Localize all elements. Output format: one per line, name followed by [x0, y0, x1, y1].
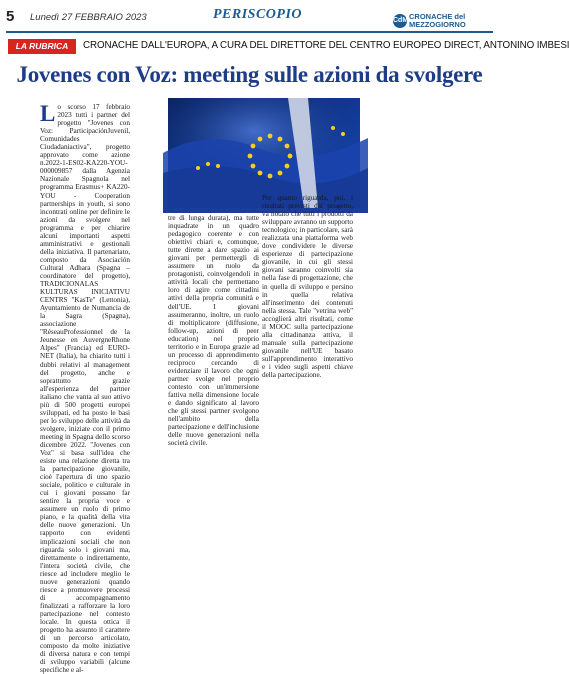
article-text-2: tre di lunga durata), ma tutte inquadrate in un quadro pedagogico coerente e con obiettivi chiari e, comunque, tutte dirette a dare spazio ai giovani per permettergli di assumere un ruolo da protagonisti, coinvolgendoli in attività locali che permettano loro di agire come cittadini attivi della propria comunità e dell'UE. I giovani assumeranno, inoltre, un ruolo di moltiplicatore (diffusione, follow-up, azioni di peer education) nel proprio territorio e in Europa grazie ad un processo di apprendimento reciproco cercando di evidenziare il lavoro che ogni partner svolge nel proprio contesto con un'immersione fattiva nella dimensione locale e dando significato al lavoro che gli stessi partner svolgono nell'ambito della partecipazione e dell'inclusione delle nuove generazioni nella società civile.	[168, 214, 259, 448]
header-divider	[6, 31, 493, 33]
logo-mark-icon: CdM	[393, 14, 407, 28]
article-column-4	[357, 194, 450, 434]
eu-flags-photo	[168, 98, 360, 208]
page-date: Lunedì 27 FEBBRAIO 2023	[30, 12, 147, 23]
section-title: PERISCOPIO	[213, 7, 303, 22]
newspaper-logo	[393, 12, 493, 30]
rubrica-badge: LA RUBRICA	[8, 39, 76, 54]
article-column-2	[168, 214, 259, 448]
rubrica-byline: CRONACHE DALL'EUROPA, A CURA DEL DIRETTORE DEL CENTRO EUROPEO DIRECT, ANTONINO IMBESI	[83, 40, 569, 51]
article-text-1: o scorso 17 febbraio 2023 tutti i partner del progetto "Jovenes con Voz: ParticipaciónJuvenil, Comunidades Ciudadaniactiva", progetto approvato come azione n.2022-1-ES02-KA220-YOU-000009857 dalla Agenzia Nazionale Spagnola nel programma Erasmus+ KA220-YOU - Cooperation partnerships in youth, si sono incontrati online per definire le azioni da svolgere nel programma e per chiarire alcuni importanti aspetti amministrativi e gestionali della iniziativa. Il partenariato, composto da Asociación Cultural Adhara (Spagna – coordinatore del progetto), TRADICIONALAS KULTURAS INICIATIVU CENTRS "KasTe" (Lettonia), Ayuntamiento de Numancia de la Sagra (Spagna), associazione "RéseauProfessionnel de la Jeunesse en AuvergneRhone Alpes" (Francia) ed EURO-NET (Italia), ha chiarito tutti i dubbi relativi al management del progetto, anche e soprattutto grazie all'esperienza del partner italiano che vanta al suo attivo più di 500 progetti europei sviluppati, ed ha posto le basi per lo sviluppo delle attività da svolgere, iniziate con il primo meeting in Spagna dello scorso dicembre 2022. "Jovenes con Voz" si basa sull'idea che esiste una relazione diretta tra la partecipazione giovanile, cioè l'apertura di uno spazio sociale, politico e culturale in cui i giovani possano far sentire la propria voce e assumere un ruolo di primo piano, e la qualità della vita delle nuove generazioni. Un rapporto con evidenti implicazioni sociali che non riguarda solo i giovani ma, direttamente o indirettamente, l'intera società civile, che riesce ad includere meglio le nuove generazioni quando riesce a promuovere processi di accompagnamento finalizzati a rafforzare la loro partecipazione nel contesto locale. In questa ottica il progetto ha assunto il carattere di un percorso articolato, composto da molte iniziative di diversa natura e con tempi di sviluppo variabili (alcune specifiche e al-	[40, 103, 130, 674]
column-banner	[0, 39, 569, 55]
logo-text-bottom: MEZZOGIORNO	[409, 20, 466, 29]
page-header	[0, 0, 499, 34]
article-text-3: Per quanto riguarda, poi, i risultati previsti dal progetto, va notato che tutti i prodotti da sviluppare avranno un supporto tecnologico; in particolare, sarà realizzata una piattaforma web dove condividere le diverse esperienze di partecipazione giovanile, in cui gli stessi giovani saranno coinvolti sia nella fase di progettazione, che in quella di sviluppo e persino in quella relativa all'inserimento dei contenuti nella stessa. Tale "vetrina web" accoglierà altri risultati, come il MOOC sulla partecipazione alla cittadinanza attiva, il manuale sulla partecipazione giovanile nell'UE basato sull'apprendimento interattivo e i video sugli aspetti chiave della partecipazione.	[262, 194, 353, 380]
eu-flag-image	[168, 98, 360, 208]
drop-cap: L	[40, 101, 56, 126]
page-number: 5	[6, 8, 15, 25]
article-headline: Jovenes con Voz: meeting sulle azioni da svolgere	[16, 62, 483, 87]
article-column-1	[40, 101, 130, 674]
logo-text-top: CRONACHE del	[409, 12, 466, 21]
article-column-3	[262, 194, 353, 434]
